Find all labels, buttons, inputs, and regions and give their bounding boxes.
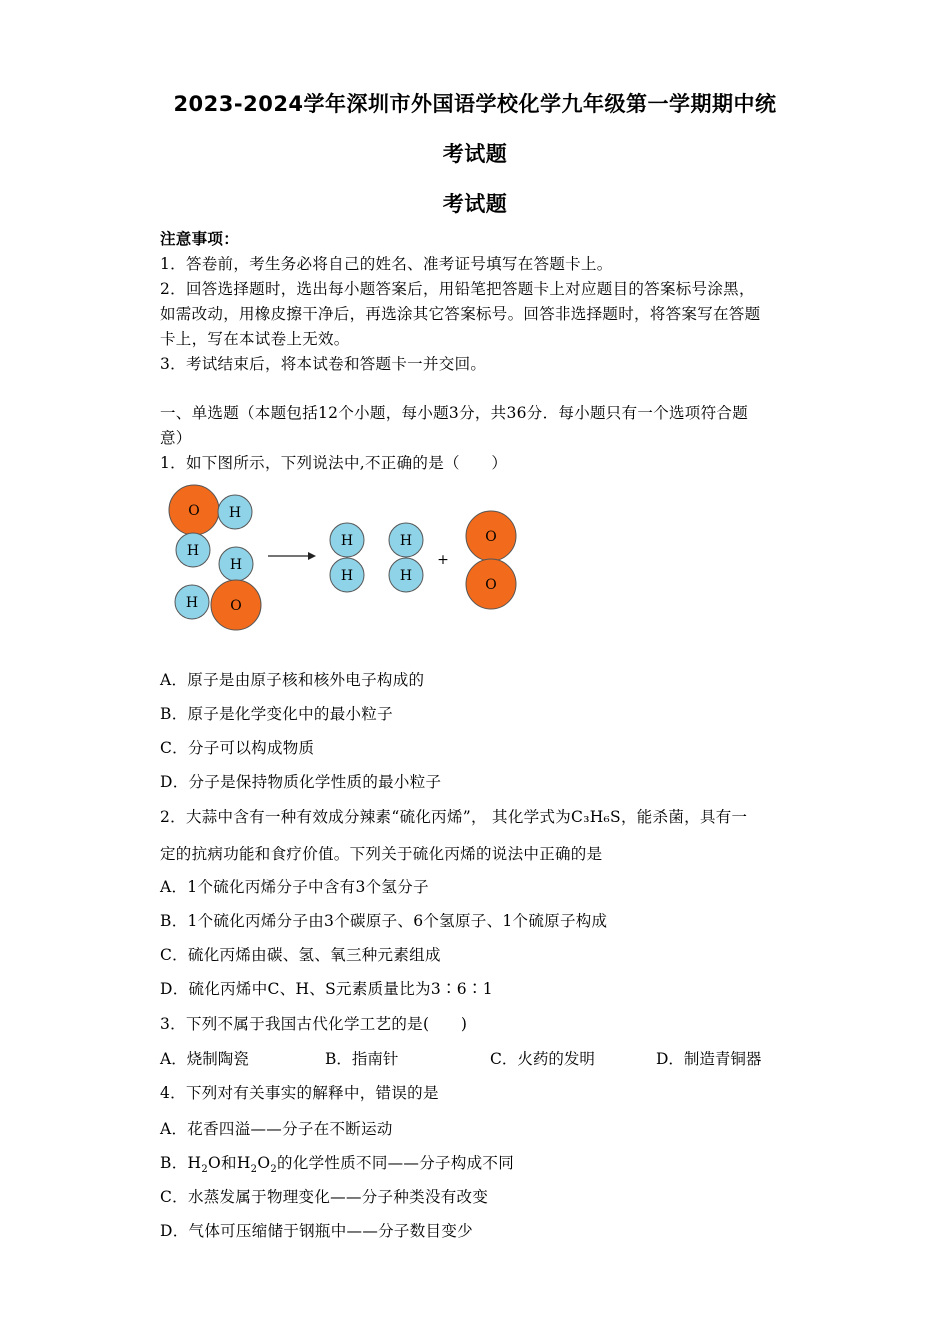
section-heading-b: 意） — [160, 429, 192, 447]
q3-options-row — [160, 1047, 800, 1069]
hydrogen-molecule-1 — [330, 523, 364, 592]
exam-title-line2: 考试题 — [442, 142, 508, 166]
q4-option-c: C．水蒸发属于物理变化——分子种类没有改变 — [160, 1188, 489, 1206]
formula-part: H — [236, 1154, 251, 1172]
atom-label: O — [485, 577, 497, 593]
hydrogen-molecule-2 — [389, 523, 423, 592]
q4-b-and: 和 — [221, 1154, 237, 1172]
molecule-diagram — [160, 478, 540, 638]
q3-option-a: A．烧制陶瓷 — [160, 1050, 249, 1068]
atom-label: O — [188, 503, 200, 519]
q2-stem-a: 2．大蒜中含有一种有效成分辣素“硫化丙烯”， 其化学式为C₃H₆S，能杀菌，具有一 — [160, 808, 748, 826]
q1-option-d: D．分子是保持物质化学性质的最小粒子 — [160, 773, 442, 791]
q4-stem: 4．下列对有关事实的解释中，错误的是 — [160, 1084, 439, 1102]
q4-b-rest: 的化学性质不同——分子构成不同 — [277, 1154, 515, 1172]
notice-heading: 注意事项： — [160, 229, 240, 248]
exam-title-line1: 2023-2024学年深圳市外国语学校化学九年级第一学期期中统 — [173, 92, 777, 116]
formula-h2o — [187, 1154, 222, 1176]
q2-stem-b: 定的抗病功能和食疗价值。下列关于硫化丙烯的说法中正确的是 — [160, 845, 603, 863]
atom-label: H — [340, 568, 354, 584]
formula-subscript: 2 — [250, 1164, 258, 1176]
atom-label: O — [485, 529, 497, 545]
atom-label: H — [228, 505, 242, 521]
formula-h2o2 — [236, 1154, 278, 1176]
q3-option-b: B．指南针 — [325, 1050, 399, 1068]
oxygen-molecule — [466, 511, 516, 609]
section-heading-a: 一、单选题（本题包括12个小题，每小题3分，共36分．每小题只有一个选项符合题 — [160, 404, 749, 422]
notice-item-1: 1．答卷前，考生务必将自己的姓名、准考证号填写在答题卡上。 — [160, 255, 613, 273]
notice-item-3: 3．考试结束后，将本试卷和答题卡一并交回。 — [160, 355, 487, 373]
q3-option-d: D．制造青铜器 — [656, 1050, 762, 1068]
atom-label: H — [399, 533, 413, 549]
atom-label: H — [186, 543, 200, 559]
q2-option-b: B．1个硫化丙烯分子由3个碳原子、6个氢原子、1个硫原子构成 — [160, 912, 608, 930]
exam-title-line3: 考试题 — [442, 192, 508, 216]
formula-part: H — [187, 1154, 202, 1172]
q4-option-a: A．花香四溢——分子在不断运动 — [160, 1120, 393, 1138]
q3-option-c: C．火药的发明 — [490, 1050, 595, 1068]
q4-option-b — [160, 1151, 514, 1175]
atom-label: H — [399, 568, 413, 584]
plus-sign: + — [437, 552, 449, 568]
reaction-arrow — [268, 552, 316, 560]
formula-subscript: 2 — [201, 1164, 208, 1176]
q3-stem: 3．下列不属于我国古代化学工艺的是( ) — [160, 1015, 468, 1033]
q2-option-d: D．硫化丙烯中C、H、S元素质量比为3∶6∶1 — [160, 980, 493, 998]
q2-option-a: A．1个硫化丙烯分子中含有3个氢分子 — [160, 878, 429, 896]
q4-option-d: D．气体可压缩储于钢瓶中——分子数目变少 — [160, 1222, 473, 1240]
q1-option-a: A．原子是由原子核和核外电子构成的 — [160, 671, 425, 689]
notice-item-2b: 如需改动，用橡皮擦干净后，再选涂其它答案标号。回答非选择题时，将答案写在答题 — [160, 305, 761, 323]
formula-part: O — [257, 1154, 271, 1172]
q2-option-c: C．硫化丙烯由碳、氢、氧三种元素组成 — [160, 946, 441, 964]
atom-label: H — [340, 533, 354, 549]
q1-option-c: C．分子可以构成物质 — [160, 739, 315, 757]
atom-label: O — [230, 598, 242, 614]
notice-item-2a: 2．回答选择题时，选出每小题答案后，用铅笔把答题卡上对应题目的答案标号涂黑， — [160, 280, 755, 298]
formula-subscript: 2 — [270, 1164, 278, 1176]
formula-part: O — [208, 1154, 222, 1172]
atom-label: H — [185, 595, 199, 611]
q1-stem: 1．如下图所示，下列说法中,不正确的是（ ） — [160, 454, 508, 472]
notice-item-2c: 卡上，写在本试卷上无效。 — [160, 330, 350, 348]
q4-b-prefix: B． — [160, 1154, 188, 1172]
q1-option-b: B．原子是化学变化中的最小粒子 — [160, 705, 393, 723]
atom-label: H — [229, 557, 243, 573]
